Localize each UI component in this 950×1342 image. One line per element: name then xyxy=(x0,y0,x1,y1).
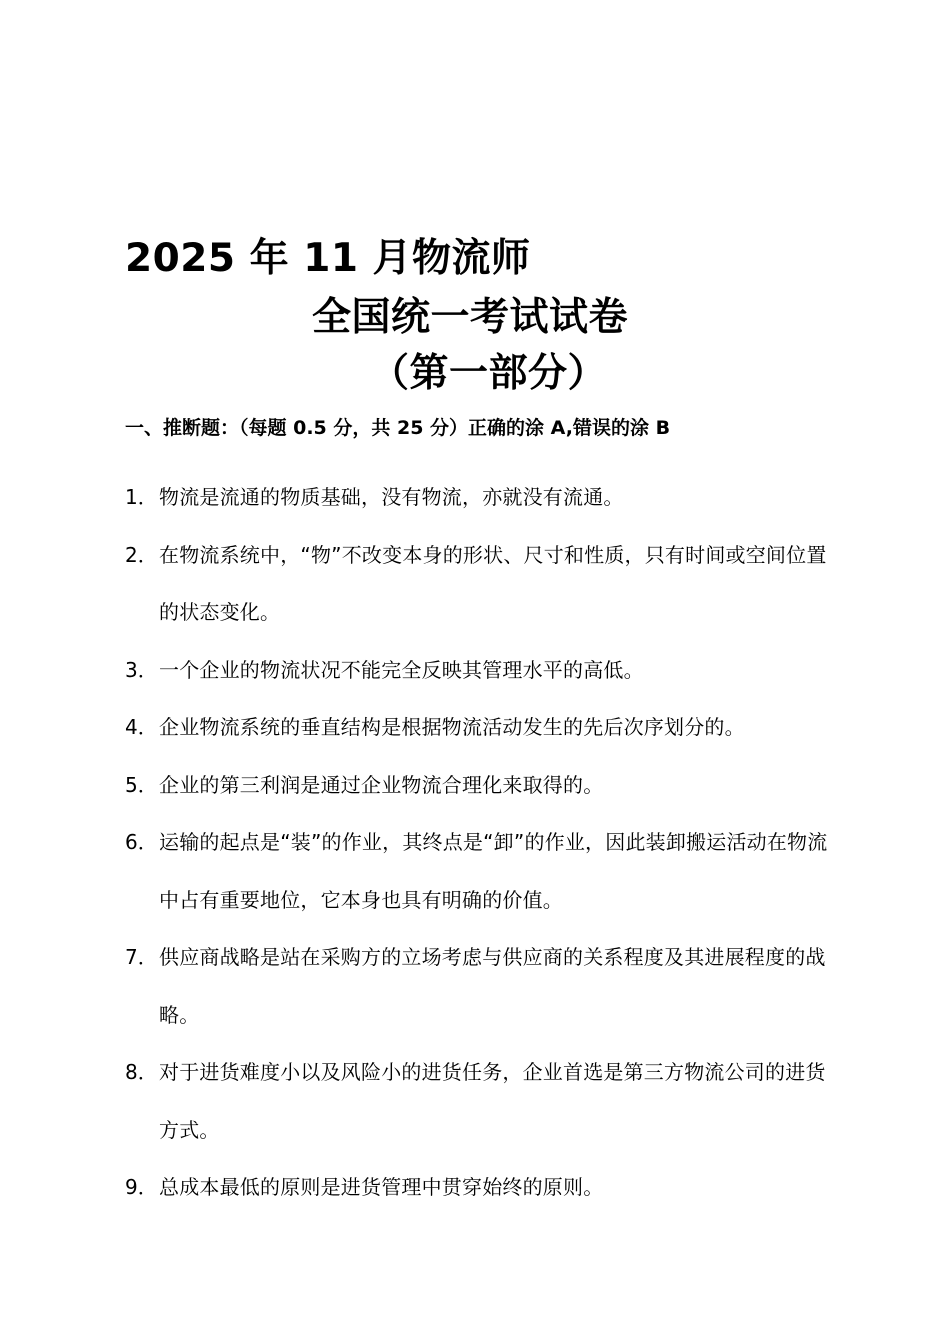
question-item xyxy=(125,469,830,527)
question-text: 在物流系统中，“物”不改变本身的形状、尺寸和性质，只有时间或空间位置的状态变化。 xyxy=(159,542,827,624)
question-number: 1． xyxy=(125,485,158,509)
question-item xyxy=(125,929,830,1044)
question-item xyxy=(125,527,830,642)
question-number: 4． xyxy=(125,715,158,739)
question-item xyxy=(125,642,830,700)
question-number: 2． xyxy=(125,542,158,567)
question-text: 对于进货难度小以及风险小的进货任务，企业首选是第三方物流公司的进货方式。 xyxy=(159,1060,826,1142)
question-number: 5． xyxy=(125,772,158,797)
question-text: 一个企业的物流状况不能完全反映其管理水平的高低。 xyxy=(159,657,644,682)
exam-title-line-2: 全国统一考试试卷 xyxy=(312,295,629,340)
question-item xyxy=(125,757,830,815)
question-number: 6． xyxy=(125,830,158,854)
question-item xyxy=(125,814,830,929)
question-text: 运输的起点是“装”的作业，其终点是“卸”的作业，因此装卸搬运活动在物流中占有重要地位，它本身也具有明确的价值。 xyxy=(159,830,828,912)
question-number: 7． xyxy=(125,945,158,969)
question-item xyxy=(125,1044,830,1159)
question-number: 8． xyxy=(125,1060,158,1084)
question-text: 企业的第三利润是通过企业物流合理化来取得的。 xyxy=(159,772,604,797)
question-number: 9． xyxy=(125,1175,158,1199)
question-item xyxy=(125,699,830,757)
question-text: 供应商战略是站在采购方的立场考虑与供应商的关系程度及其进展程度的战略。 xyxy=(159,945,826,1027)
section-heading: 一、推断题：（每题 0.5 分，共 25 分）正确的涂 A,错误的涂 B xyxy=(125,417,671,439)
question-text: 物流是流通的物质基础，没有物流，亦就没有流通。 xyxy=(159,485,624,509)
question-text: 企业物流系统的垂直结构是根据物流活动发生的先后次序划分的。 xyxy=(159,715,745,739)
question-text: 总成本最低的原则是进货管理中贯穿始终的原则。 xyxy=(159,1175,604,1199)
question-number: 3． xyxy=(125,657,158,682)
exam-title-line-1: 2025 年 11 月物流师 xyxy=(125,236,531,281)
question-list xyxy=(125,469,830,1217)
question-item xyxy=(125,1159,830,1217)
exam-title-line-3: （第一部分） xyxy=(370,351,608,396)
